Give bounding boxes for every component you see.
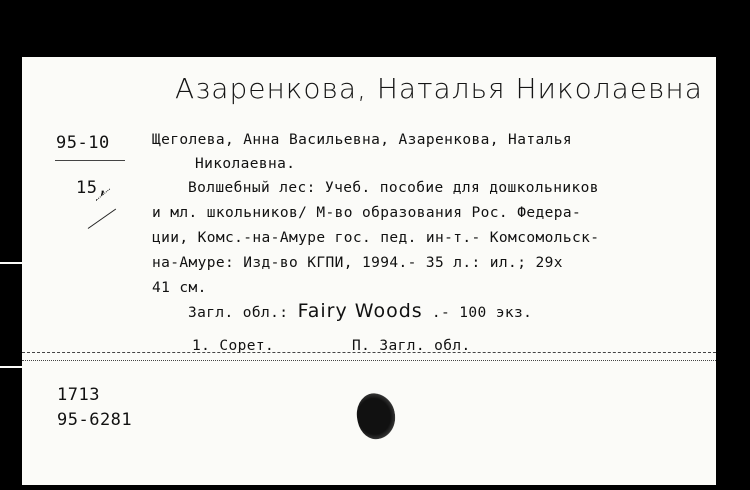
description-line-1: Волшебный лес: Учеб. пособие для дошкольников bbox=[188, 180, 599, 196]
card-heading-author: Азаренкова, Наталья Николаевна bbox=[175, 72, 703, 105]
card-edge-left bbox=[0, 262, 22, 264]
description-line-3: ции, Комс.-на-Амуре гос. пед. ин-т.- Комсомольск- bbox=[152, 230, 600, 246]
section-divider bbox=[22, 352, 716, 353]
accession-number: 1713 bbox=[57, 385, 100, 405]
description-line-4: на-Амуре: Изд-во КГПИ, 1994.- 35 л.: ил.; 29х bbox=[152, 255, 563, 271]
accession-number-2: 95-6281 bbox=[57, 410, 133, 430]
call-number-divider bbox=[55, 160, 125, 161]
description-line-5: 41 см. bbox=[152, 280, 207, 296]
call-number-sub: 15, bbox=[76, 178, 109, 198]
author-line-2: Николаевна. bbox=[195, 156, 296, 172]
subject-heading-2: П. Загл. обл. bbox=[352, 338, 471, 354]
call-number: 95-10 bbox=[56, 133, 110, 153]
cover-title-suffix: .- 100 экз. bbox=[431, 305, 533, 321]
cover-title-handwritten: Fairy Woods bbox=[297, 300, 423, 322]
author-line-1: Щеголева, Анна Васильевна, Азаренкова, Наталья bbox=[152, 132, 572, 148]
cover-title-note bbox=[188, 300, 532, 322]
subject-heading-1: 1. Сорет. bbox=[192, 338, 275, 354]
card-edge-left-lower bbox=[0, 366, 22, 368]
section-divider-lower bbox=[22, 360, 716, 361]
cover-title-prefix: Загл. обл.: bbox=[188, 305, 289, 321]
description-line-2: и мл. школьников/ М-во образования Рос. Федера- bbox=[152, 205, 582, 221]
